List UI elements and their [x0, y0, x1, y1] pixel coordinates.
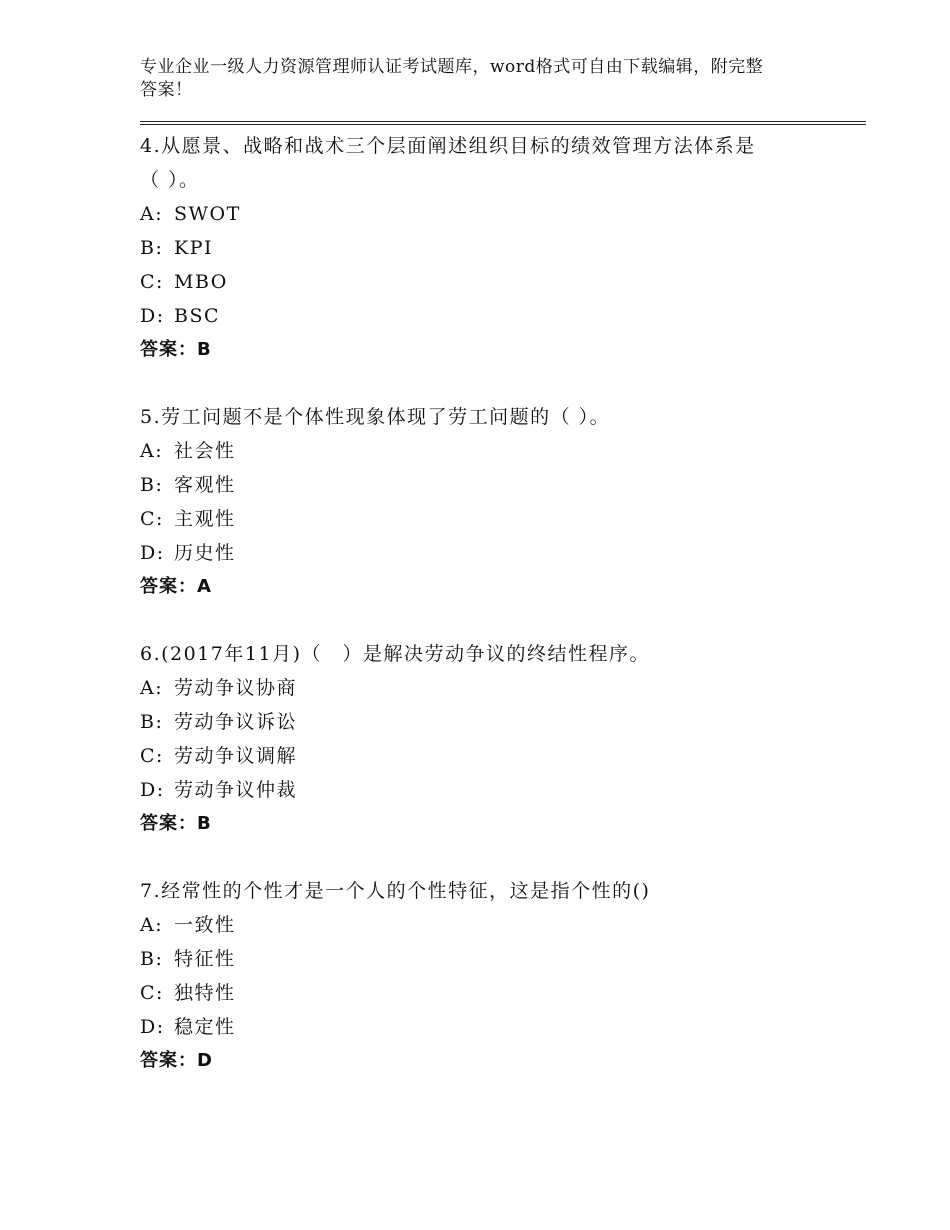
option-text: 客观性	[174, 474, 236, 496]
option-letter: D:	[140, 305, 165, 327]
option-text: 独特性	[174, 982, 236, 1004]
option-text: 劳动争议仲裁	[174, 779, 298, 801]
option-letter: B:	[140, 474, 164, 496]
question-5	[140, 400, 860, 604]
header-line-2: 答案！	[140, 80, 193, 100]
question-stem: 6.(2017年11月)（ ）是解决劳动争议的终结性程序。	[140, 643, 650, 665]
option-letter: C:	[140, 271, 164, 293]
document-header	[140, 56, 820, 102]
option-letter: A:	[140, 677, 164, 699]
option-letter: B:	[140, 711, 164, 733]
option-c	[140, 739, 860, 773]
option-text: 劳动争议协商	[174, 677, 298, 699]
option-letter: B:	[140, 948, 164, 970]
option-c	[140, 976, 860, 1010]
option-text: 稳定性	[174, 1016, 236, 1038]
question-7	[140, 874, 860, 1078]
option-text: BSC	[174, 305, 221, 327]
option-text: KPI	[174, 237, 213, 259]
option-text: 劳动争议调解	[174, 745, 298, 767]
answer-label: 答案：B	[140, 813, 212, 834]
option-letter: A:	[140, 440, 164, 462]
option-text: 主观性	[174, 508, 236, 530]
option-text: 劳动争议诉讼	[174, 711, 298, 733]
option-text: MBO	[174, 271, 228, 293]
option-d	[140, 1010, 860, 1044]
option-a	[140, 908, 860, 942]
question-stem: 4.从愿景、战略和战术三个层面阐述组织目标的绩效管理方法体系是	[140, 135, 756, 157]
question-6	[140, 637, 860, 841]
option-letter: D:	[140, 1016, 165, 1038]
option-text: SWOT	[174, 203, 241, 225]
header-divider-bottom	[140, 124, 866, 125]
header-divider-top	[140, 121, 866, 122]
answer-label: 答案：B	[140, 339, 212, 360]
option-letter: D:	[140, 779, 165, 801]
option-letter: A:	[140, 203, 164, 225]
answer-label: 答案：A	[140, 576, 212, 597]
option-d	[140, 773, 860, 807]
question-list	[140, 129, 860, 1111]
option-c	[140, 502, 860, 536]
option-letter: C:	[140, 508, 164, 530]
option-a	[140, 671, 860, 705]
question-stem: 5.劳工问题不是个体性现象体现了劳工问题的（ ）。	[140, 406, 611, 428]
option-letter: C:	[140, 982, 164, 1004]
answer-label: 答案：D	[140, 1050, 213, 1071]
option-text: 历史性	[174, 542, 236, 564]
option-b	[140, 231, 860, 265]
question-4	[140, 129, 860, 367]
option-a	[140, 197, 860, 231]
option-letter: A:	[140, 914, 164, 936]
option-letter: B:	[140, 237, 164, 259]
question-stem: 7.经常性的个性才是一个人的个性特征，这是指个性的()	[140, 880, 651, 902]
option-text: 一致性	[174, 914, 236, 936]
option-b	[140, 705, 860, 739]
option-text: 特征性	[174, 948, 236, 970]
option-text: 社会性	[174, 440, 236, 462]
option-d	[140, 299, 860, 333]
option-letter: D:	[140, 542, 165, 564]
option-c	[140, 265, 860, 299]
option-a	[140, 434, 860, 468]
option-d	[140, 536, 860, 570]
question-stem-continued: （ ）。	[140, 169, 200, 191]
header-line-1: 专业企业一级人力资源管理师认证考试题库，word格式可自由下载编辑，附完整	[140, 57, 764, 77]
option-b	[140, 468, 860, 502]
option-b	[140, 942, 860, 976]
option-letter: C:	[140, 745, 164, 767]
